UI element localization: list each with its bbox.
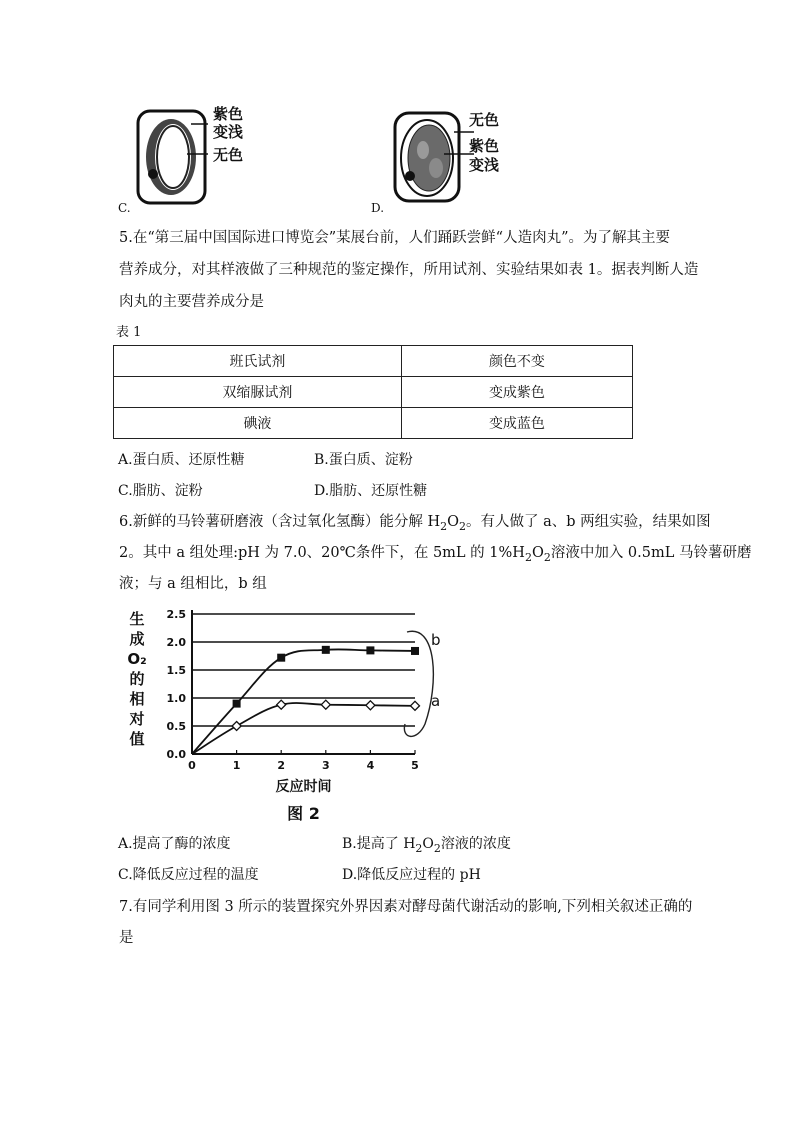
x-tick-label: 3 <box>321 759 330 772</box>
figure-c-label-colorless: 无色 <box>213 146 244 164</box>
q5-line-2: 营养成分，对其样液做了三种规范的鉴定操作，所用试剂、实验结果如表 1。据表判断人造 <box>119 262 699 278</box>
table-row <box>114 377 633 408</box>
subscript: 2 <box>543 550 551 564</box>
subscript: 2 <box>415 841 423 855</box>
y-tick-label: 1.5 <box>166 664 186 677</box>
y-tick-label: 0.0 <box>166 748 186 761</box>
data-point-b <box>277 654 285 662</box>
series-line-a <box>192 703 415 754</box>
y-axis-title-char: 成 <box>129 630 145 648</box>
q5-results-table <box>113 345 633 439</box>
y-tick-label: 0.5 <box>166 720 186 733</box>
q5-option-a: A.蛋白质、还原性糖 <box>118 452 245 468</box>
figure-d-label-purple: 紫色 <box>469 137 500 155</box>
subscript: 2 <box>524 550 532 564</box>
q5-line-3: 肉丸的主要营养成分是 <box>119 294 264 310</box>
q6-option-b <box>342 834 511 859</box>
x-tick-label: 4 <box>366 759 375 772</box>
q6-line-1 <box>119 512 711 537</box>
q6-line-2-text: O <box>531 545 544 561</box>
figure-c-label-lighter: 变浅 <box>213 123 244 141</box>
data-point-b <box>233 700 241 708</box>
q6-line-1-text: 6.新鲜的马铃薯研磨液（含过氧化氢酶）能分解 H <box>119 514 441 530</box>
figure-d-label-colorless: 无色 <box>469 111 500 129</box>
data-point-a <box>411 701 420 710</box>
subscript: 2 <box>440 519 448 533</box>
q6-option-b-text: B.提高了 H <box>342 836 416 852</box>
series-label-a: a <box>431 691 441 710</box>
table-row <box>114 408 633 439</box>
chart-title: 图 2 <box>287 804 320 823</box>
y-axis-title-char: 的 <box>129 670 145 688</box>
q5-table-caption: 表 1 <box>116 325 142 340</box>
data-point-a <box>366 701 375 710</box>
y-axis-title-char: O₂ <box>127 650 147 668</box>
table-cell-result: 变成蓝色 <box>401 408 632 439</box>
q6-option-d: D.降低反应过程的 pH <box>342 867 481 883</box>
subscript: 2 <box>433 841 441 855</box>
q5-option-d: D.脂肪、还原性糖 <box>314 483 428 499</box>
q6-option-a: A.提高了酶的浓度 <box>118 836 231 852</box>
data-point-b <box>322 646 330 654</box>
q6-line-2-text: 2。其中 a 组处理:pH 为 7.0、20℃条件下，在 5mL 的 1%H <box>119 545 525 561</box>
table-cell-result: 变成紫色 <box>401 377 632 408</box>
x-axis-title: 反应时间 <box>275 779 332 795</box>
x-tick-label: 1 <box>232 759 241 772</box>
subscript: 2 <box>458 519 466 533</box>
q6-option-c: C.降低反应过程的温度 <box>118 867 259 883</box>
data-point-b <box>411 647 419 655</box>
data-point-a <box>232 722 241 731</box>
q6-line-2 <box>119 543 751 568</box>
q6-option-b-text: O <box>422 836 434 852</box>
figure-2-line-chart <box>120 602 450 827</box>
data-point-b <box>366 646 374 654</box>
q5-line-1: 5.在“第三届中国国际进口博览会”某展台前，人们踊跃尝鲜“人造肉丸”。为了解其主要 <box>119 230 670 246</box>
figure-c-label-purple: 紫色 <box>213 105 244 123</box>
series-line-b <box>192 649 415 754</box>
q5-option-c: C.脂肪、淀粉 <box>118 483 203 499</box>
q6-line-3: 液；与 a 组相比，b 组 <box>119 576 267 592</box>
data-point-a <box>321 700 330 709</box>
x-tick-label: 0 <box>188 759 196 772</box>
y-tick-label: 2.0 <box>166 636 186 649</box>
figure-d-option-label: D. <box>371 201 385 215</box>
table-cell-reagent: 双缩脲试剂 <box>114 377 402 408</box>
figure-c-option-label: C. <box>118 201 131 215</box>
q5-option-b: B.蛋白质、淀粉 <box>314 452 413 468</box>
q7-line-1: 7.有同学利用图 3 所示的装置探究外界因素对酵母菌代谢活动的影响,下列相关叙述正确的 <box>119 899 693 915</box>
x-tick-label: 5 <box>411 759 419 772</box>
table-cell-result: 颜色不变 <box>401 346 632 377</box>
data-point-a <box>277 700 286 709</box>
y-axis-title-char: 值 <box>129 730 145 748</box>
y-tick-label: 2.5 <box>166 608 186 621</box>
figure-d-label-lighter: 变浅 <box>469 156 500 174</box>
q6-option-b-text: 溶液的浓度 <box>440 836 511 852</box>
table-cell-reagent: 班氏试剂 <box>114 346 402 377</box>
y-axis-title-char: 对 <box>129 710 145 728</box>
q6-line-1-text: 。有人做了 a、b 两组实验，结果如图 <box>465 514 711 530</box>
q6-line-2-text: 溶液中加入 0.5mL 马铃薯研磨 <box>550 545 752 561</box>
q6-line-1-text: O <box>447 514 459 530</box>
series-label-b: b <box>431 630 441 649</box>
x-tick-label: 2 <box>277 759 286 772</box>
table-row <box>114 346 633 377</box>
y-axis-title-char: 生 <box>129 610 145 628</box>
y-tick-label: 1.0 <box>166 692 186 705</box>
q7-line-2: 是 <box>119 930 134 946</box>
table-cell-reagent: 碘液 <box>114 408 402 439</box>
y-axis-title-char: 相 <box>129 690 145 708</box>
